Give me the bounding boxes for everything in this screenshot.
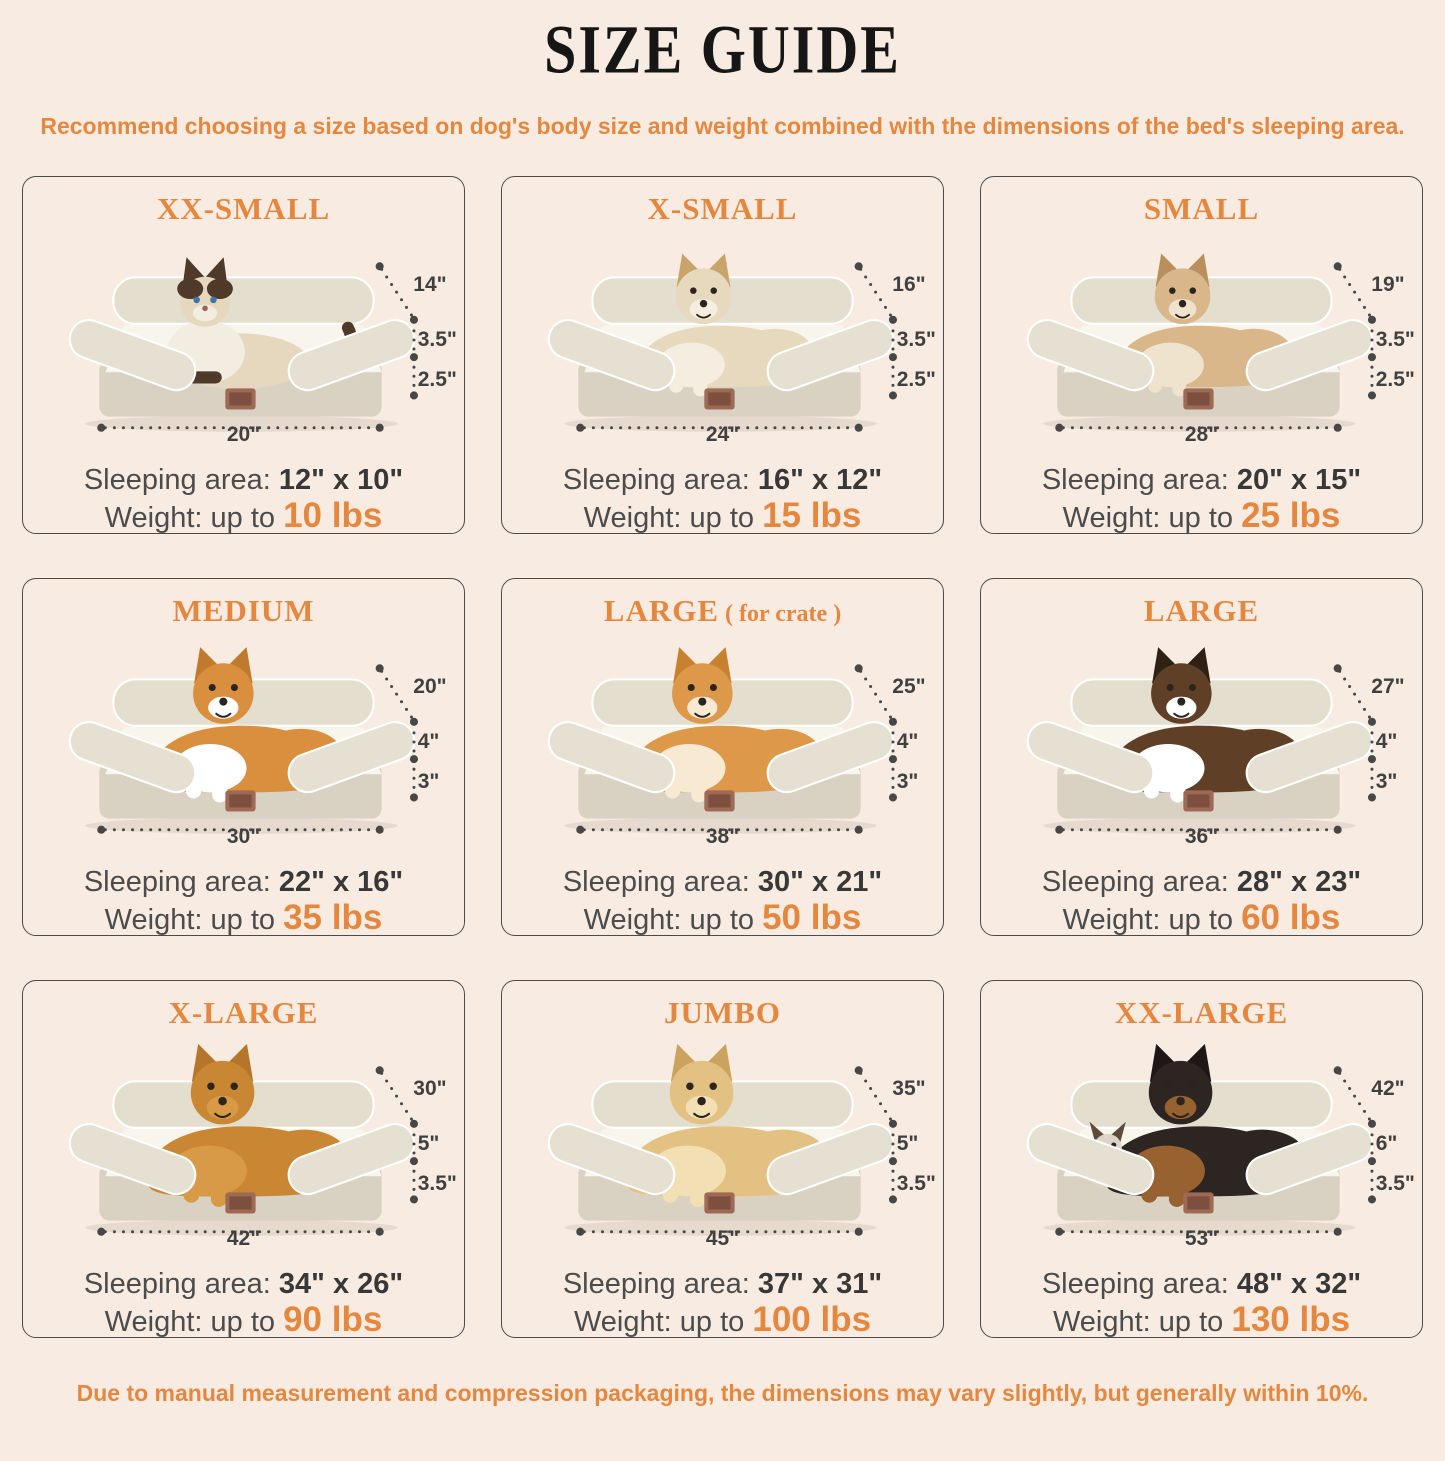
dim-depth: 27" <box>1371 674 1405 698</box>
dim-width: 28" <box>1184 423 1219 447</box>
size-title: XX-LARGE <box>1114 995 1289 1030</box>
weight-label: Weight: up to <box>573 1306 745 1338</box>
size-card-jumbo <box>501 980 944 1338</box>
sleeping-area-value: 20" x 15" <box>1236 464 1362 496</box>
sleeping-area-label: Sleeping area: <box>83 464 271 496</box>
dim-height-upper: 4" <box>896 730 919 754</box>
sleeping-area-value: 22" x 16" <box>278 866 404 898</box>
weight-value: 60 lbs <box>1241 898 1341 937</box>
bed-illustration <box>502 229 943 461</box>
dim-depth: 42" <box>1371 1076 1405 1100</box>
bed-illustration <box>23 631 464 863</box>
sleeping-area-value: 12" x 10" <box>278 464 404 496</box>
dim-height-lower: 3" <box>896 769 919 793</box>
dim-height-upper: 6" <box>1375 1132 1398 1156</box>
sleeping-area-value: 30" x 21" <box>757 866 883 898</box>
weight-label: Weight: up to <box>104 1306 276 1338</box>
weight-value: 50 lbs <box>762 898 862 937</box>
dim-width: 38" <box>705 825 740 849</box>
dim-depth: 20" <box>413 674 447 698</box>
bed-illustration <box>981 229 1422 461</box>
dim-height-lower: 3" <box>417 769 440 793</box>
dim-height-upper: 4" <box>417 730 440 754</box>
bed-illustration <box>981 631 1422 863</box>
size-title: JUMBO <box>664 995 781 1030</box>
size-title: LARGE <box>603 593 720 628</box>
sleeping-area-value: 16" x 12" <box>757 464 883 496</box>
sleeping-area-label: Sleeping area: <box>562 1268 750 1300</box>
weight-value: 130 lbs <box>1231 1300 1351 1339</box>
size-title-note: ( for crate ) <box>719 601 842 627</box>
weight-value: 15 lbs <box>762 496 862 535</box>
size-title: XX-SMALL <box>156 191 331 226</box>
dim-depth: 19" <box>1371 272 1405 296</box>
dim-depth: 30" <box>413 1076 447 1100</box>
sleeping-area-value: 28" x 23" <box>1236 866 1362 898</box>
size-card-small <box>980 176 1423 534</box>
dim-height-upper: 3.5" <box>417 328 457 352</box>
size-title: LARGE <box>1143 593 1260 628</box>
sleeping-area-label: Sleeping area: <box>1041 464 1229 496</box>
size-card-x-small <box>501 176 944 534</box>
dim-height-lower: 2.5" <box>417 367 457 391</box>
weight-label: Weight: up to <box>104 502 276 534</box>
size-card-xx-small <box>22 176 465 534</box>
weight-value: 35 lbs <box>283 898 383 937</box>
weight-value: 100 lbs <box>752 1300 872 1339</box>
weight-label: Weight: up to <box>104 904 276 936</box>
dim-depth: 25" <box>892 674 926 698</box>
page-subtitle: Recommend choosing a size based on dog's body size and weight combined with the dimensions of the bed's sleeping area. <box>40 113 1405 139</box>
sleeping-area-value: 37" x 31" <box>757 1268 883 1300</box>
dim-height-upper: 5" <box>417 1132 440 1156</box>
bed-illustration <box>502 1033 943 1265</box>
sleeping-area-label: Sleeping area: <box>1041 1268 1229 1300</box>
sleeping-area-value: 34" x 26" <box>278 1268 404 1300</box>
size-card-large <box>980 578 1423 936</box>
size-card-xx-large <box>980 980 1423 1338</box>
dim-width: 20" <box>226 423 261 447</box>
dim-depth: 35" <box>892 1076 926 1100</box>
dim-width: 24" <box>705 423 740 447</box>
weight-label: Weight: up to <box>583 502 755 534</box>
sleeping-area-label: Sleeping area: <box>83 866 271 898</box>
dim-depth: 14" <box>413 272 447 296</box>
dim-height-lower: 3.5" <box>1375 1171 1415 1195</box>
dim-depth: 16" <box>892 272 926 296</box>
dim-height-upper: 3.5" <box>896 328 936 352</box>
dim-width: 45" <box>705 1227 740 1251</box>
size-card-medium <box>22 578 465 936</box>
weight-value: 90 lbs <box>283 1300 383 1339</box>
dim-height-lower: 2.5" <box>1375 367 1415 391</box>
sleeping-area-label: Sleeping area: <box>1041 866 1229 898</box>
dim-height-lower: 3" <box>1375 769 1398 793</box>
bed-illustration <box>981 1033 1422 1265</box>
dim-height-lower: 3.5" <box>417 1171 457 1195</box>
sleeping-area-label: Sleeping area: <box>562 866 750 898</box>
dim-height-upper: 5" <box>896 1132 919 1156</box>
weight-value: 25 lbs <box>1241 496 1341 535</box>
weight-value: 10 lbs <box>283 496 383 535</box>
dim-height-lower: 3.5" <box>896 1171 936 1195</box>
sleeping-area-value: 48" x 32" <box>1236 1268 1362 1300</box>
dim-width: 30" <box>226 825 261 849</box>
size-cards-grid <box>0 176 1445 1338</box>
dim-height-upper: 3.5" <box>1375 328 1415 352</box>
page-title: SIZE GUIDE <box>544 11 901 88</box>
size-card-large-crate <box>501 578 944 936</box>
size-title: MEDIUM <box>172 593 315 628</box>
bed-illustration <box>502 631 943 863</box>
weight-label: Weight: up to <box>1062 502 1234 534</box>
weight-label: Weight: up to <box>583 904 755 936</box>
size-title: X-LARGE <box>168 995 319 1030</box>
bed-illustration <box>23 229 464 461</box>
dim-width: 36" <box>1184 825 1219 849</box>
weight-label: Weight: up to <box>1052 1306 1224 1338</box>
dim-width: 53" <box>1184 1227 1219 1251</box>
size-title: SMALL <box>1143 191 1260 226</box>
bed-illustration <box>23 1033 464 1265</box>
dim-width: 42" <box>226 1227 261 1251</box>
dim-height-upper: 4" <box>1375 730 1398 754</box>
dim-height-lower: 2.5" <box>896 367 936 391</box>
sleeping-area-label: Sleeping area: <box>562 464 750 496</box>
sleeping-area-label: Sleeping area: <box>83 1268 271 1300</box>
size-card-x-large <box>22 980 465 1338</box>
size-title: X-SMALL <box>647 191 798 226</box>
disclaimer-text: Due to manual measurement and compression packaging, the dimensions may vary slightly, but generally within 10%. <box>76 1380 1369 1406</box>
weight-label: Weight: up to <box>1062 904 1234 936</box>
